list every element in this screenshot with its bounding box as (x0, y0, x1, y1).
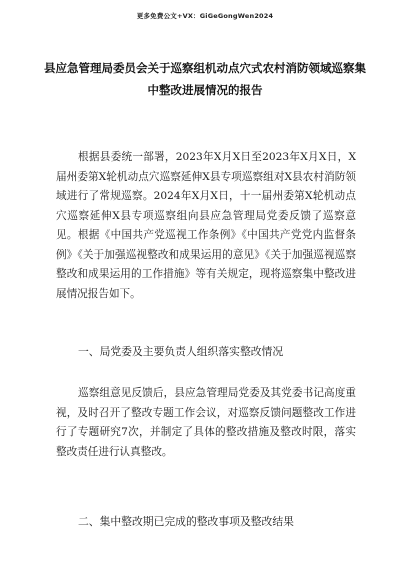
section-heading-1: 一、局党委及主要负责人组织落实整改情况 (78, 345, 284, 358)
header-note: 更多免费公文+VX：GiGeGongWen2024 (136, 12, 274, 20)
document-title: 县应急管理局委员会关于巡察组机动点穴式农村消防领域巡察集中整改进展情况的报告 (44, 61, 366, 97)
paragraph-intro: 根据县委统一部署，2023年X月X日至2023年X月X日，X届州委第X轮机动点穴巡察延伸X县专项巡察组对X县农村消防领域进行了常规巡察。2024年X月X日，十一届州委第X轮机动点穴巡察延伸X县专项巡察组向县应急管理局党委反馈了巡察意见。根据《中国共产党巡视工作条例》《中国共产党党内监督条例》《关于加强巡视整改和成果运用的意见》《关于加强巡视巡察整改和成果运用的工作措施》等有关规定，现将巡察集中整改进展情况报告如下。 (56, 151, 356, 300)
section-heading-2: 二、集中整改期已完成的整改事项及整改结果 (78, 515, 294, 528)
paragraph-section-1: 巡察组意见反馈后，县应急管理局党委及其党委书记高度重视，及时召开了整改专题工作会议，对巡察反馈问题整改工作进行了专题研究7次，并制定了具体的整改措施及整改时限，落实整改责任进行认真整改。 (56, 387, 356, 458)
